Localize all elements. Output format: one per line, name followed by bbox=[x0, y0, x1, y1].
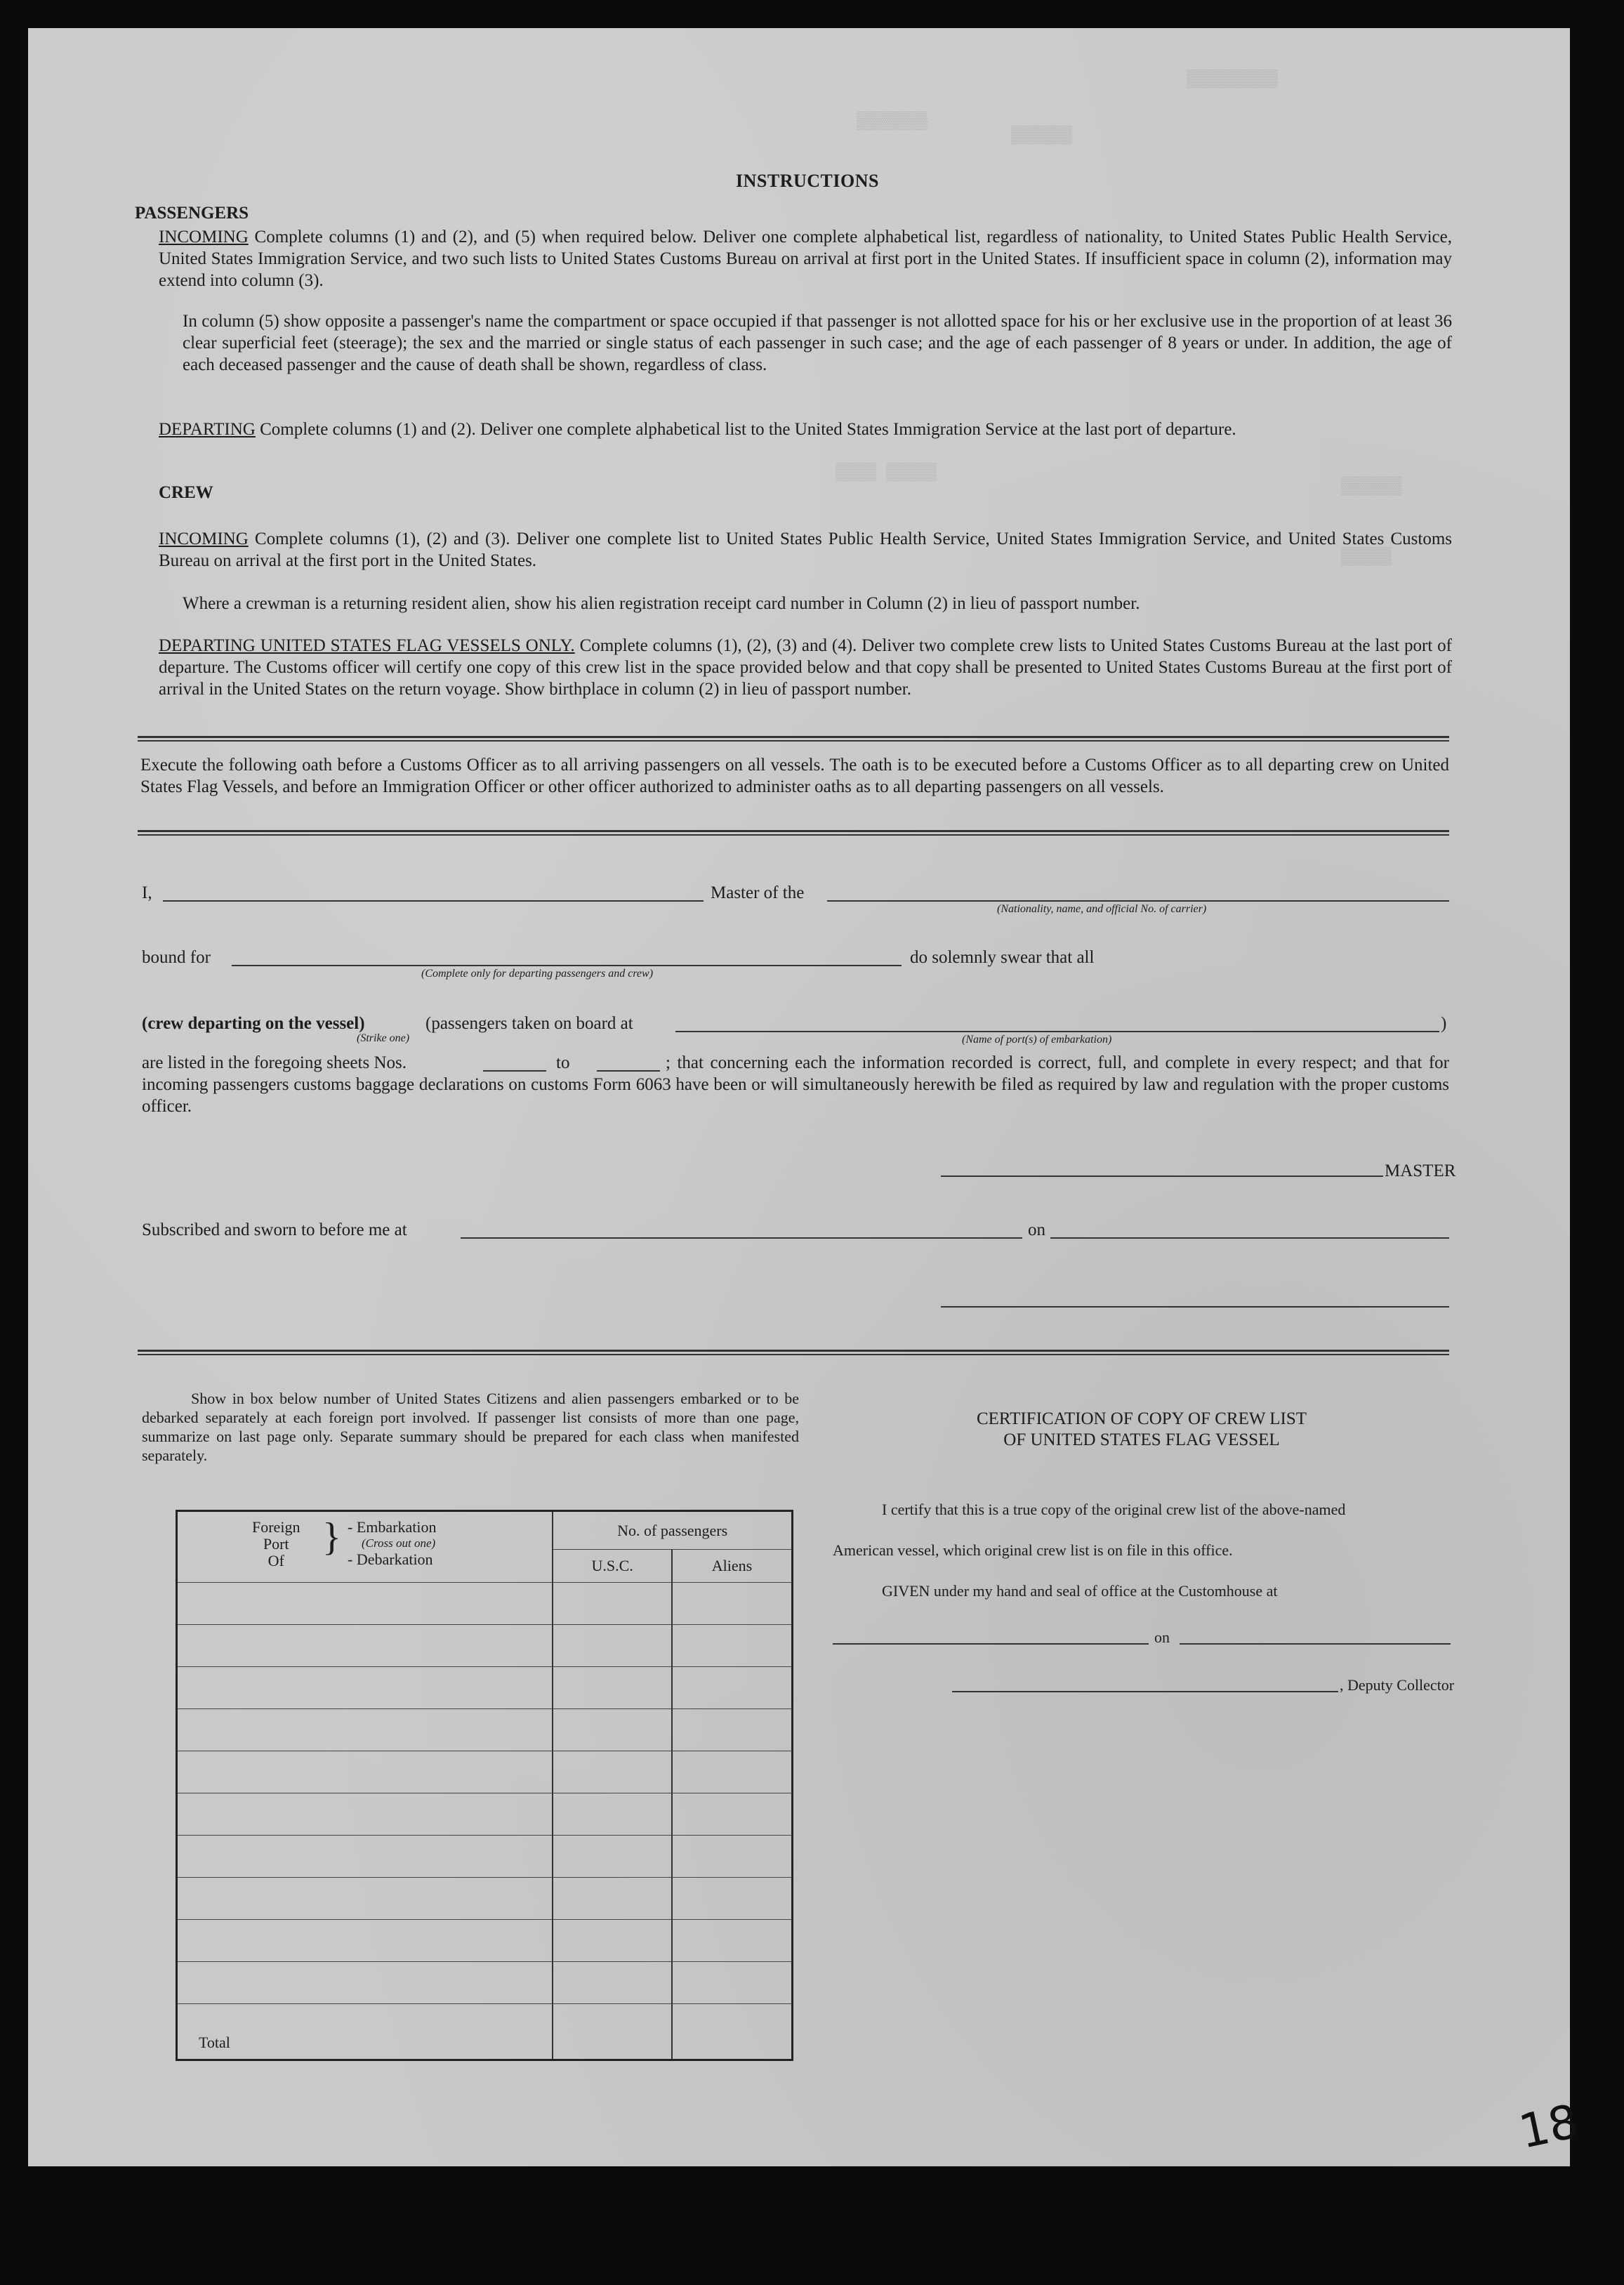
close-paren: ) bbox=[1441, 1014, 1447, 1033]
passengers-incoming-paragraph bbox=[159, 226, 1452, 291]
master-name-field[interactable] bbox=[163, 900, 704, 902]
bound-for-label: bound for bbox=[142, 948, 211, 967]
carrier-field[interactable] bbox=[827, 900, 1449, 902]
usc-header: U.S.C. bbox=[553, 1550, 672, 1583]
port-label: Port bbox=[263, 1535, 289, 1553]
summary-instructions: Show in box below number of United States Citizens and alien passengers embarked or to be debarked separately at each foreign port involved. If passenger list consists of more than one page, summarize on last page only. Separate summary should be prepared for each class when manifested separately. bbox=[142, 1390, 799, 1464]
deputy-collector-signature-field[interactable] bbox=[952, 1691, 1338, 1692]
passengers-heading: PASSENGERS bbox=[135, 204, 249, 223]
customhouse-place-field[interactable] bbox=[833, 1643, 1149, 1645]
subscribed-label: Subscribed and sworn to before me at bbox=[142, 1220, 407, 1239]
of-label: Of bbox=[268, 1552, 284, 1569]
bound-for-caption: (Complete only for departing passengers and crew) bbox=[421, 968, 654, 980]
table-row bbox=[177, 1962, 793, 2004]
table-cell[interactable] bbox=[177, 1751, 553, 1793]
crew-incoming-label: INCOMING bbox=[159, 529, 249, 548]
table-row bbox=[177, 1583, 793, 1625]
port-caption: (Name of port(s) of embarkation) bbox=[962, 1034, 1112, 1046]
table-cell[interactable] bbox=[553, 1625, 672, 1667]
swear-label: do solemnly swear that all bbox=[910, 948, 1095, 967]
table-cell[interactable] bbox=[672, 1793, 793, 1836]
listed-pre-label: are listed in the foregoing sheets Nos. bbox=[142, 1053, 407, 1072]
aliens-header: Aliens bbox=[672, 1550, 793, 1583]
handwritten-page-number: 18 bbox=[1514, 2094, 1584, 2159]
passengers-departing-paragraph bbox=[159, 419, 1452, 440]
carrier-caption: (Nationality, name, and official No. of carrier) bbox=[997, 903, 1207, 915]
passengers-incoming-text: Complete columns (1) and (2), and (5) when required below. Deliver one complete alphabetical list, regardless of nationality, to United States Public Health Service, United States Immigration Service, and two such lists to United States Customs Bureau on arrival at first port in the United States. If insufficient space in column (2), information may extend into column (3). bbox=[159, 228, 1453, 290]
passenger-summary-table bbox=[176, 1510, 793, 2061]
cross-out-label: (Cross out one) bbox=[362, 1536, 436, 1550]
bleed-through-mark: ▒▒▒▒▒▒ bbox=[1341, 478, 1402, 496]
table-row bbox=[177, 1709, 793, 1751]
crew-departing-label: DEPARTING UNITED STATES FLAG VESSELS ONLY. bbox=[159, 636, 575, 655]
table-row bbox=[177, 1751, 793, 1793]
table-cell[interactable] bbox=[553, 1962, 672, 2004]
oath-intro: Execute the following oath before a Customs Officer as to all arriving passengers on all vessels. The oath is to be executed before a Customs Officer as to all departing crew on United States Flag Vessels, and before an Immigration Officer or other officer authorized to administer oaths as to all departing passengers on all vessels. bbox=[140, 756, 1449, 796]
table-cell[interactable] bbox=[553, 1751, 672, 1793]
table-row bbox=[177, 1920, 793, 1962]
table-cell[interactable] bbox=[553, 1583, 672, 1625]
table-header-row bbox=[177, 1511, 793, 1550]
crew-departing-text: (crew departing on the vessel) bbox=[142, 1014, 365, 1033]
table-row bbox=[177, 1625, 793, 1667]
table-cell[interactable] bbox=[672, 1962, 793, 2004]
passengers-departing-label: DEPARTING bbox=[159, 420, 256, 439]
subscribed-date-field[interactable] bbox=[1050, 1237, 1449, 1239]
table-cell[interactable] bbox=[177, 1962, 553, 2004]
master-signature-field[interactable] bbox=[941, 1176, 1383, 1177]
section-divider bbox=[138, 830, 1449, 836]
certification-title-line1: CERTIFICATION OF COPY OF CREW LIST bbox=[976, 1409, 1307, 1428]
table-row bbox=[177, 1878, 793, 1920]
crew-heading: CREW bbox=[159, 483, 213, 502]
table-cell[interactable] bbox=[672, 1667, 793, 1709]
bleed-through-mark: ▒▒▒▒▒▒▒▒▒ bbox=[1187, 70, 1278, 89]
foreign-port-header bbox=[177, 1511, 553, 1583]
crew-incoming-paragraph bbox=[159, 528, 1452, 572]
table-cell[interactable] bbox=[672, 1709, 793, 1751]
embarkation-port-field[interactable] bbox=[675, 1031, 1439, 1032]
crew-departing-paragraph bbox=[159, 635, 1452, 700]
passengers-column5-paragraph: In column (5) show opposite a passenger's name the compartment or space occupied if that passenger is not allotted space for his or her exclusive use in the proportion of at least 36 clear superficial feet (steerage); the sex and the married or single status of each passenger in such case; and the age of each passenger of 8 years or under. In addition, the age of each deceased passenger and the cause of death shall be shown, regardless of class. bbox=[183, 312, 1452, 374]
oath-i-label: I, bbox=[142, 883, 152, 902]
table-cell[interactable] bbox=[672, 1836, 793, 1878]
bleed-through-mark: ▒▒▒▒▒ bbox=[1341, 548, 1392, 567]
crew-departing-text: Complete columns (1), (2), (3) and (4). Deliver two complete crew lists to United States Customs Bureau at the last port of departure. The Customs officer will certify one copy of this crew list in the space provided below and that copy shall be presented to United States Customs Bureau at the first port of arrival in the United States on the return voyage. Show birthplace in column (2) in lieu of passport number. bbox=[159, 636, 1453, 699]
table-cell[interactable] bbox=[672, 1920, 793, 1962]
certification-date-field[interactable] bbox=[1180, 1643, 1451, 1645]
master-label: MASTER bbox=[1385, 1161, 1456, 1180]
certification-on-label: on bbox=[1154, 1628, 1170, 1646]
table-total-row bbox=[177, 2004, 793, 2060]
table-cell[interactable] bbox=[672, 1751, 793, 1793]
table-cell[interactable] bbox=[553, 1709, 672, 1751]
table-cell[interactable] bbox=[177, 1583, 553, 1625]
subscribed-place-field[interactable] bbox=[461, 1237, 1022, 1239]
bleed-through-mark: ▒▒▒▒▒▒ bbox=[1011, 126, 1072, 145]
table-cell[interactable] bbox=[177, 1793, 553, 1836]
table-cell[interactable] bbox=[177, 1667, 553, 1709]
subscribed-on-label: on bbox=[1028, 1220, 1045, 1239]
table-cell[interactable] bbox=[553, 1667, 672, 1709]
officer-signature-field[interactable] bbox=[941, 1306, 1449, 1308]
section-divider bbox=[138, 736, 1449, 742]
bleed-through-mark: ▒▒▒▒▒▒▒ bbox=[857, 112, 927, 131]
table-cell[interactable] bbox=[553, 1878, 672, 1920]
table-row bbox=[177, 1667, 793, 1709]
crew-resident-alien-paragraph: Where a crewman is a returning resident alien, show his alien registration receipt card number in Column (2) in lieu of passport number. bbox=[183, 594, 1140, 613]
embarkation-label: - Embarkation bbox=[348, 1518, 437, 1536]
table-cell[interactable] bbox=[177, 1836, 553, 1878]
passengers-count-header: No. of passengers bbox=[553, 1511, 792, 1550]
bleed-through-mark: ▒▒▒▒ ▒▒▒▒▒ bbox=[836, 463, 937, 482]
strike-caption: (Strike one) bbox=[357, 1032, 410, 1044]
master-of-label: Master of the bbox=[711, 883, 805, 902]
bound-for-field[interactable] bbox=[232, 965, 902, 966]
page-title: INSTRUCTIONS bbox=[736, 171, 879, 191]
given-text: GIVEN under my hand and seal of office at the Customhouse at bbox=[882, 1582, 1278, 1600]
table-cell[interactable] bbox=[672, 1583, 793, 1625]
table-row bbox=[177, 1836, 793, 1878]
total-label: Total bbox=[177, 2004, 553, 2060]
foreign-label: Foreign bbox=[252, 1518, 301, 1536]
passengers-incoming-label: INCOMING bbox=[159, 228, 249, 246]
brace-icon: } bbox=[322, 1515, 341, 1559]
table-cell[interactable] bbox=[672, 1625, 793, 1667]
table-cell[interactable] bbox=[553, 1836, 672, 1878]
listed-post-text: ; that concerning each the information recorded is correct, full, and complete in every respect; and that for incoming passengers customs baggage declarations on customs Form 6063 have been or will simultaneously herewith be filed as required by law and regulation with the proper customs officer. bbox=[142, 1053, 1449, 1116]
foreign-port-label bbox=[252, 1519, 300, 1569]
deputy-collector-label: , Deputy Collector bbox=[1340, 1676, 1455, 1694]
certification-title-line2: OF UNITED STATES FLAG VESSEL bbox=[1003, 1430, 1280, 1449]
section-divider bbox=[138, 1350, 1449, 1355]
table-cell[interactable] bbox=[177, 1920, 553, 1962]
passengers-departing-text: Complete columns (1) and (2). Deliver one complete alphabetical list to the United States Immigration Service at the last port of departure. bbox=[260, 420, 1236, 439]
table-cell[interactable] bbox=[672, 1878, 793, 1920]
table-cell[interactable] bbox=[177, 1709, 553, 1751]
form-sheet bbox=[28, 28, 1584, 2166]
passengers-taken-label: (passengers taken on board at bbox=[425, 1014, 633, 1033]
table-cell[interactable] bbox=[553, 1920, 672, 1962]
certify-line2: American vessel, which original crew list is on file in this office. bbox=[833, 1541, 1233, 1559]
listed-to-label: to bbox=[556, 1053, 570, 1072]
embark-debark-label bbox=[348, 1519, 436, 1567]
certify-line1: I certify that this is a true copy of the original crew list of the above-named bbox=[882, 1501, 1346, 1518]
table-cell[interactable] bbox=[177, 1625, 553, 1667]
debarkation-label: - Debarkation bbox=[348, 1550, 433, 1568]
crew-incoming-text: Complete columns (1), (2) and (3). Deliver one complete list to United States Public Health Service, United States Immigration Service, and United States Customs Bureau on arrival at the first port in the United States. bbox=[159, 529, 1453, 570]
table-cell[interactable] bbox=[553, 1793, 672, 1836]
total-aliens-cell[interactable] bbox=[672, 2004, 793, 2060]
table-cell[interactable] bbox=[177, 1878, 553, 1920]
certification-title bbox=[833, 1409, 1451, 1451]
table-row bbox=[177, 1793, 793, 1836]
crew-departing-option bbox=[142, 1013, 365, 1034]
total-usc-cell[interactable] bbox=[553, 2004, 672, 2060]
